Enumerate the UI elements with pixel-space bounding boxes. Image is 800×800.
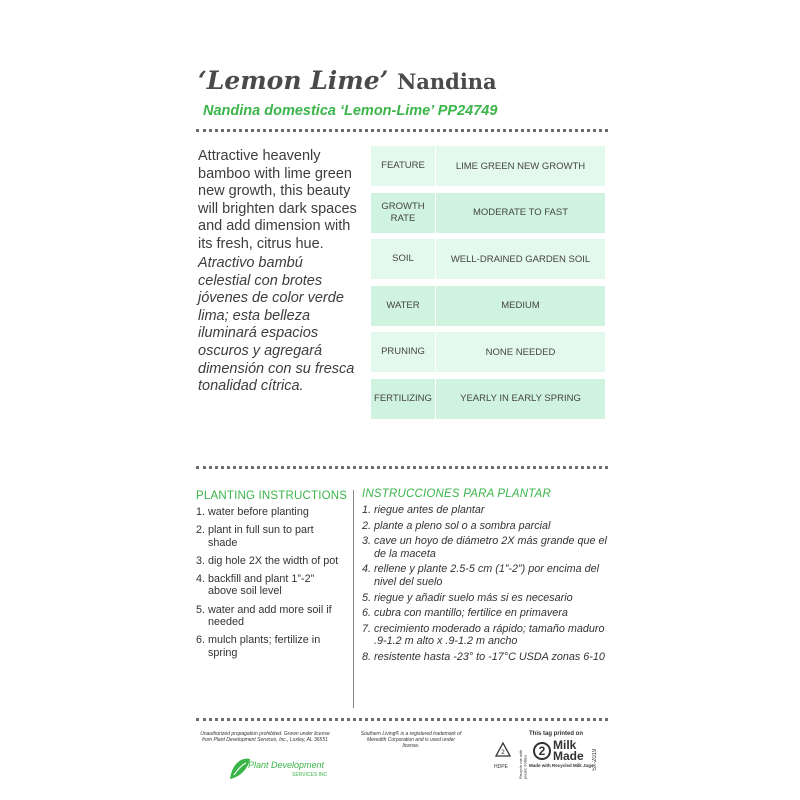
step-text: plante a pleno sol o a sombra parcial [374, 519, 551, 532]
milk-made-code: Sx-2019 [592, 748, 598, 771]
dotted-divider-top [196, 129, 608, 132]
title-cultivar: ‘Lemon Lime’ [198, 66, 389, 95]
step-number: 8. [362, 650, 372, 663]
list-item [196, 573, 346, 598]
step-number: 4. [362, 563, 372, 576]
logo-subtitle: SERVICES INC [292, 772, 328, 778]
step-text: cubra con mantillo; fertilice en primavera [374, 607, 568, 620]
dotted-divider-middle [196, 466, 608, 469]
list-item [362, 504, 610, 517]
title-genus: Nandina [397, 69, 497, 94]
dotted-divider-bottom [196, 718, 608, 721]
list-item [196, 634, 346, 659]
list-item [362, 592, 610, 605]
list-item [196, 524, 346, 549]
svg-text:2: 2 [501, 749, 505, 756]
step-number: 7. [362, 622, 372, 635]
step-text: water before planting [208, 506, 309, 518]
step-number: 2. [362, 519, 372, 532]
feature-label: PRUNING [381, 346, 425, 358]
feature-value: MEDIUM [501, 300, 540, 312]
step-number: 3. [196, 554, 206, 567]
milk-made-word: Milk Made [553, 738, 584, 763]
step-text: resistente hasta -23° to -17°C USDA zonas 6-10 [374, 650, 605, 663]
feature-label: GROWTH RATE [381, 200, 425, 224]
features-table [371, 146, 605, 426]
step-text: cave un hoyo de diámetro 2X más grande que el de la maceta [374, 535, 607, 560]
list-item [362, 535, 610, 560]
step-text: backfill and plant 1”-2” above soil level [208, 572, 315, 598]
step-text: riegue antes de plantar [374, 504, 485, 516]
step-number: 4. [196, 572, 206, 585]
step-number: 1. [362, 504, 372, 516]
step-number: 5. [196, 603, 206, 616]
instrucciones-heading: INSTRUCCIONES PARA PLANTAR [362, 488, 552, 500]
propagation-notice: Unauthorized propagation prohibited. Grown under license from Plant Development Services, Inc., Loxley, AL 36551 [200, 731, 330, 743]
feature-label: WATER [386, 299, 420, 311]
list-item [362, 651, 610, 664]
logo-name: Plant Development [248, 760, 325, 770]
feature-label: FEATURE [381, 160, 425, 171]
step-number: 3. [362, 535, 372, 548]
feature-row [371, 239, 605, 279]
feature-label: SOIL [392, 253, 414, 265]
feature-row [371, 146, 605, 186]
step-text: mulch plants; fertilize in spring [208, 634, 321, 659]
step-text: riegue y añadir suelo más si es necesario [374, 591, 573, 604]
list-item [362, 623, 610, 648]
planting-instructions-heading: PLANTING INSTRUCTIONS [196, 490, 348, 502]
step-number: 1. [196, 506, 206, 518]
description-english: Attractive heavenly bamboo with lime green new growth, this beauty will brighten dark spaces and add dimension with its fresh, citrus hue. [198, 148, 357, 252]
trademark-notice: Southern Living® is a registered trademark of Meredith Corporation and is used under license. [360, 731, 462, 749]
feature-value: NONE NEEDED [485, 346, 556, 358]
list-item [362, 563, 610, 588]
column-divider [353, 490, 354, 708]
recycle-text: Recycle me with plastic bottles [518, 749, 528, 779]
list-item [196, 506, 346, 519]
list-item [196, 604, 346, 629]
feature-row [371, 379, 605, 419]
recycle-icon [494, 741, 512, 761]
step-text: crecimiento moderado a rápido; tamaño maduro .9-1.2 m alto x .9-1.2 m ancho [374, 622, 605, 648]
feature-row [371, 193, 605, 233]
description-spanish: Atractivo bambú celestial con brotes jóvenes de color verde lima; esta belleza iluminará espacios oscuros y agregará dimensión con su fresca tonalidad cítrica. [198, 255, 355, 395]
step-number: 6. [196, 634, 206, 647]
feature-value: YEARLY IN EARLY SPRING [460, 393, 581, 405]
list-item [362, 607, 610, 620]
botanical-name: Nandina domestica ‘Lemon-Lime’ PP24749 [203, 103, 498, 119]
printed-on-label: This tag printed on [529, 731, 583, 737]
feature-value: LIME GREEN NEW GROWTH [455, 160, 586, 172]
plant-title [198, 66, 497, 95]
step-text: dig hole 2X the width of pot [208, 554, 339, 567]
planting-steps-spanish [362, 504, 610, 667]
step-number: 6. [362, 607, 372, 620]
list-item [196, 555, 346, 568]
feature-row [371, 286, 605, 326]
step-text: plant in full sun to part shade [208, 524, 314, 549]
step-text: rellene y plante 2.5-5 cm (1”-2”) por encima del nivel del suelo [374, 563, 600, 588]
feature-row [371, 332, 605, 372]
step-text: water and add more soil if needed [208, 603, 332, 629]
feature-value: MODERATE TO FAST [472, 207, 568, 219]
feature-label: FERTILIZING [374, 392, 432, 404]
recycle-code: HDPE [494, 764, 508, 770]
step-number: 2. [196, 524, 206, 537]
step-number: 5. [362, 591, 372, 604]
planting-steps-english [196, 506, 346, 665]
list-item [362, 520, 610, 533]
milk-made-subtitle: Made with Recycled Milk Jugs [529, 763, 594, 768]
milk-made-number: 2 [533, 742, 551, 760]
feature-value: WELL-DRAINED GARDEN SOIL [450, 253, 591, 265]
